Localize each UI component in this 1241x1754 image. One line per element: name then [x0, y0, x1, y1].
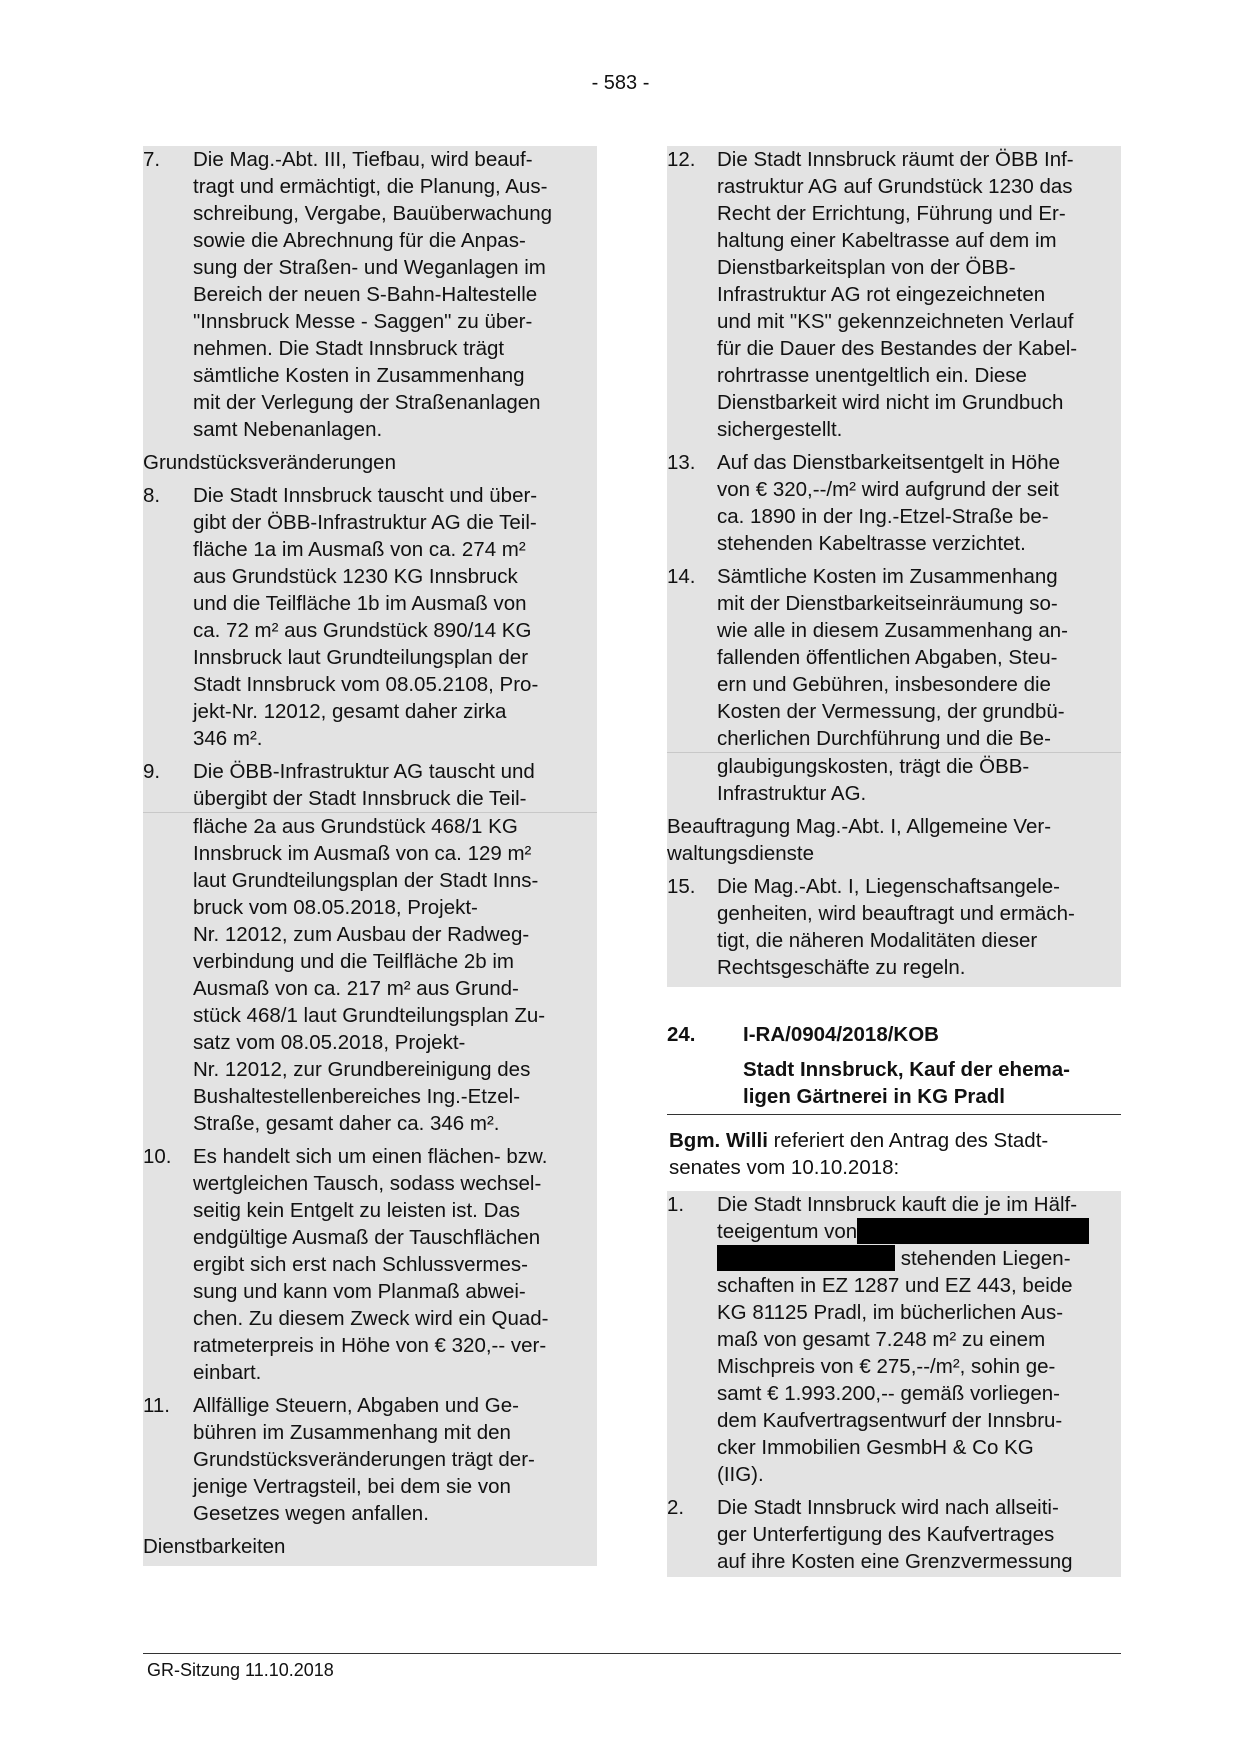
text-line: wie alle in diesem Zusammenhang an- — [717, 619, 1068, 642]
item-text — [193, 758, 597, 812]
item-number: 15. — [667, 875, 696, 898]
text-line: maß von gesamt 7.248 m² zu einem — [717, 1328, 1046, 1351]
text-line: Bushaltestellenbereiches Ing.-Etzel- — [193, 1085, 521, 1108]
text-line: samt € 1.993.200,-- gemäß vorliegen- — [717, 1382, 1060, 1405]
text-line: von € 320,--/m² wird aufgrund der seit — [717, 478, 1059, 501]
text-line: schaften in EZ 1287 und EZ 443, beide — [717, 1274, 1073, 1297]
item-text — [193, 146, 597, 443]
redaction-bar — [857, 1218, 1089, 1244]
text-line: verbindung und die Teilfläche 2b im — [193, 950, 515, 973]
text-line: stehenden Liegen- — [895, 1247, 1071, 1270]
text-line: sung und kann vom Planmaß abwei- — [193, 1280, 526, 1303]
text-line: Beauftragung Mag.-Abt. I, Allgemeine Ver- — [667, 815, 1052, 838]
list-item-11 — [143, 1392, 597, 1533]
footer-divider — [143, 1653, 1121, 1654]
item-number: 7. — [143, 148, 161, 171]
text-line: seitig kein Entgelt zu leisten ist. Das — [193, 1199, 521, 1222]
item-text — [193, 1392, 597, 1527]
text-line: ca. 72 m² aus Grundstück 890/14 KG — [193, 619, 532, 642]
item-number: 10. — [143, 1145, 172, 1168]
text-line: Die Stadt Innsbruck räumt der ÖBB Inf- — [717, 148, 1074, 171]
text-line: senates vom 10.10.2018: — [669, 1156, 900, 1179]
text-line: Nr. 12012, zum Ausbau der Radweg- — [193, 923, 530, 946]
text-line: Sämtliche Kosten im Zusammenhang — [717, 565, 1058, 588]
text-line: Bereich der neuen S-Bahn-Haltestelle — [193, 283, 538, 306]
right-shaded-block-3 — [667, 1191, 1121, 1577]
text-line: übergibt der Stadt Innsbruck die Teil- — [193, 787, 527, 810]
item-number: 13. — [667, 451, 696, 474]
text-line: Kosten der Vermessung, der grundbü- — [717, 700, 1065, 723]
text-line: Ausmaß von ca. 217 m² aus Grund- — [193, 977, 519, 1000]
item-text — [717, 753, 1121, 807]
text-line: Rechtsgeschäfte zu regeln. — [717, 956, 966, 979]
left-shaded-block-1 — [143, 146, 597, 812]
text-line: stück 468/1 laut Grundteilungsplan Zu- — [193, 1004, 546, 1027]
text-line: cker Immobilien GesmbH & Co KG — [717, 1436, 1034, 1459]
page-number: - 583 - — [591, 72, 650, 94]
text-line: ergibt sich erst nach Schlussvermes- — [193, 1253, 528, 1276]
text-line: mit der Dienstbarkeitseinräumung so- — [717, 592, 1058, 615]
text-line: fallenden öffentlichen Abgaben, Steu- — [717, 646, 1058, 669]
item-number: 11. — [143, 1394, 170, 1417]
list-item-14-cont — [667, 753, 1121, 813]
text-line: waltungsdienste — [667, 842, 815, 865]
item-number: 1. — [667, 1193, 685, 1216]
item-number: 12. — [667, 148, 696, 171]
list-item-13 — [667, 449, 1121, 563]
text-line: Dienstbarkeitsplan von der ÖBB- — [717, 256, 1016, 279]
text-line: (IIG). — [717, 1463, 764, 1486]
text-line: sung der Straßen- und Weganlagen im — [193, 256, 546, 279]
text-line: Die Mag.-Abt. I, Liegenschaftsangele- — [717, 875, 1060, 898]
item-number: 9. — [143, 760, 161, 783]
item-text — [717, 1191, 1121, 1488]
heading-dienstbarkeiten: Dienstbarkeiten — [143, 1535, 286, 1558]
list-item-10 — [143, 1143, 597, 1392]
section-code: I-RA/0904/2018/KOB — [743, 1023, 939, 1046]
text-line: rastruktur AG auf Grundstück 1230 das — [717, 175, 1073, 198]
text-line: dem Kaufvertragsentwurf der Innsbru- — [717, 1409, 1063, 1432]
item-number: 8. — [143, 484, 161, 507]
text-line: fläche 1a im Ausmaß von ca. 274 m² — [193, 538, 526, 561]
text-line: Infrastruktur AG. — [717, 782, 867, 805]
section-heading — [667, 1021, 1121, 1048]
text-line: gibt der ÖBB-Infrastruktur AG die Teil- — [193, 511, 537, 534]
item-text — [717, 563, 1121, 752]
text-line: Grundstücksveränderungen trägt der- — [193, 1448, 535, 1471]
text-line: Die Stadt Innsbruck kauft die je im Hälf- — [717, 1193, 1078, 1216]
text-line: stehenden Kabeltrasse verzichtet. — [717, 532, 1026, 555]
list-item-14-start — [667, 563, 1121, 752]
intro-text: referiert den Antrag des Stadt- — [767, 1129, 1049, 1152]
item-text — [717, 449, 1121, 557]
heading-grundstuecksveraenderungen: Grundstücksveränderungen — [143, 451, 396, 474]
list-item-s2 — [667, 1494, 1121, 1577]
text-line: chen. Zu diesem Zweck wird ein Quad- — [193, 1307, 549, 1330]
text-line: Mischpreis von € 275,--/m², sohin ge- — [717, 1355, 1056, 1378]
text-line: Innsbruck laut Grundteilungsplan der — [193, 646, 529, 669]
text-line: Dienstbarkeit wird nicht im Grundbuch — [717, 391, 1064, 414]
item-text — [193, 813, 597, 1137]
list-item-s1 — [667, 1191, 1121, 1494]
text-line: jekt-Nr. 12012, gesamt daher zirka — [193, 700, 507, 723]
section-number: 24. — [667, 1023, 696, 1046]
text-line: nehmen. Die Stadt Innsbruck trägt — [193, 337, 505, 360]
left-shaded-block-2 — [143, 813, 597, 1566]
text-line: und mit "KS" gekennzeichneten Verlauf — [717, 310, 1074, 333]
text-line: einbart. — [193, 1361, 262, 1384]
list-item-9-start — [143, 758, 597, 812]
right-column — [667, 146, 1121, 1577]
text-line: Auf das Dienstbarkeitsentgelt in Höhe — [717, 451, 1061, 474]
right-shaded-block-1 — [667, 146, 1121, 752]
right-shaded-block-2 — [667, 753, 1121, 987]
text-line: jenige Vertragsteil, bei dem sie von — [193, 1475, 511, 1498]
text-line: mit der Verlegung der Straßenanlagen — [193, 391, 541, 414]
section-title — [667, 1056, 1121, 1110]
text-line: genheiten, wird beauftragt und ermäch- — [717, 902, 1075, 925]
text-line: glaubigungskosten, trägt die ÖBB- — [717, 755, 1030, 778]
text-line: wertgleichen Tausch, sodass wechsel- — [193, 1172, 542, 1195]
speaker-name: Bgm. Willi — [669, 1129, 768, 1152]
section-divider — [667, 1114, 1121, 1115]
text-line: Straße, gesamt daher ca. 346 m². — [193, 1112, 500, 1135]
item-number: 2. — [667, 1496, 685, 1519]
text-line: schreibung, Vergabe, Bauüberwachung — [193, 202, 553, 225]
text-line: und die Teilfläche 1b im Ausmaß von — [193, 592, 527, 615]
text-line: Die ÖBB-Infrastruktur AG tauscht und — [193, 760, 535, 783]
text-line: endgültige Ausmaß der Tauschflächen — [193, 1226, 541, 1249]
text-line: sämtliche Kosten in Zusammenhang — [193, 364, 525, 387]
text-line: satz vom 08.05.2018, Projekt- — [193, 1031, 466, 1054]
text-line: ratmeterpreis in Höhe von € 320,-- ver- — [193, 1334, 547, 1357]
text-line: Die Mag.-Abt. III, Tiefbau, wird beauf- — [193, 148, 533, 171]
text-line: rohrtrasse unentgeltlich ein. Diese — [717, 364, 1027, 387]
list-item-8 — [143, 482, 597, 758]
text-line: Die Stadt Innsbruck wird nach allseiti- — [717, 1496, 1059, 1519]
text-line: tigt, die näheren Modalitäten dieser — [717, 929, 1038, 952]
text-line: laut Grundteilungsplan der Stadt Inns- — [193, 869, 539, 892]
text-line: sichergestellt. — [717, 418, 843, 441]
text-line: auf ihre Kosten eine Grenzvermessung — [717, 1550, 1073, 1573]
text-line: 346 m². — [193, 727, 263, 750]
footer-text: GR-Sitzung 11.10.2018 — [147, 1660, 334, 1680]
text-line: Recht der Errichtung, Führung und Er- — [717, 202, 1066, 225]
text-line: für die Dauer des Bestandes der Kabel- — [717, 337, 1078, 360]
text-line: Innsbruck im Ausmaß von ca. 129 m² — [193, 842, 532, 865]
text-line: Gesetzes wegen anfallen. — [193, 1502, 429, 1525]
item-number: 14. — [667, 565, 696, 588]
text-line: ern und Gebühren, insbesondere die — [717, 673, 1051, 696]
text-line: haltung einer Kabeltrasse auf dem im — [717, 229, 1057, 252]
item-text — [193, 1143, 597, 1386]
text-line: "Innsbruck Messe - Saggen" zu über- — [193, 310, 533, 333]
text-line: Allfällige Steuern, Abgaben und Ge- — [193, 1394, 519, 1417]
item-text — [717, 1494, 1121, 1575]
text-line: bruck vom 08.05.2018, Projekt- — [193, 896, 478, 919]
text-line: Stadt Innsbruck vom 08.05.2108, Pro- — [193, 673, 539, 696]
text-line: Es handelt sich um einen flächen- bzw. — [193, 1145, 548, 1168]
text-line: aus Grundstück 1230 KG Innsbruck — [193, 565, 518, 588]
text-line: ger Unterfertigung des Kaufvertrages — [717, 1523, 1055, 1546]
text-line: teeigentum von — [717, 1220, 858, 1243]
text-line: ca. 1890 in der Ing.-Etzel-Straße be- — [717, 505, 1049, 528]
agenda-section-24 — [667, 1021, 1121, 1577]
text-line: KG 81125 Pradl, im bücherlichen Aus- — [717, 1301, 1064, 1324]
text-line: Stadt Innsbruck, Kauf der ehema- — [743, 1058, 1070, 1081]
item-text — [193, 482, 597, 752]
redaction-bar — [717, 1245, 895, 1271]
text-line: ligen Gärtnerei in KG Pradl — [743, 1085, 1006, 1108]
list-item-12 — [667, 146, 1121, 449]
item-text — [717, 873, 1121, 981]
item-text — [717, 146, 1121, 443]
left-column — [143, 146, 597, 1566]
text-line: samt Nebenanlagen. — [193, 418, 383, 441]
text-line: Infrastruktur AG rot eingezeichneten — [717, 283, 1046, 306]
list-item-7 — [143, 146, 597, 449]
section-intro — [669, 1127, 1121, 1181]
list-item-15 — [667, 873, 1121, 987]
text-line: Nr. 12012, zur Grundbereinigung des — [193, 1058, 531, 1081]
text-line: tragt und ermächtigt, die Planung, Aus- — [193, 175, 548, 198]
list-item-9-cont — [143, 813, 597, 1143]
text-line: Die Stadt Innsbruck tauscht und über- — [193, 484, 538, 507]
text-line: bühren im Zusammenhang mit den — [193, 1421, 511, 1444]
text-line: fläche 2a aus Grundstück 468/1 KG — [193, 815, 518, 838]
heading-beauftragung — [667, 813, 1121, 873]
text-line: cherlichen Durchführung und die Be- — [717, 727, 1051, 750]
text-line: sowie die Abrechnung für die Anpas- — [193, 229, 526, 252]
